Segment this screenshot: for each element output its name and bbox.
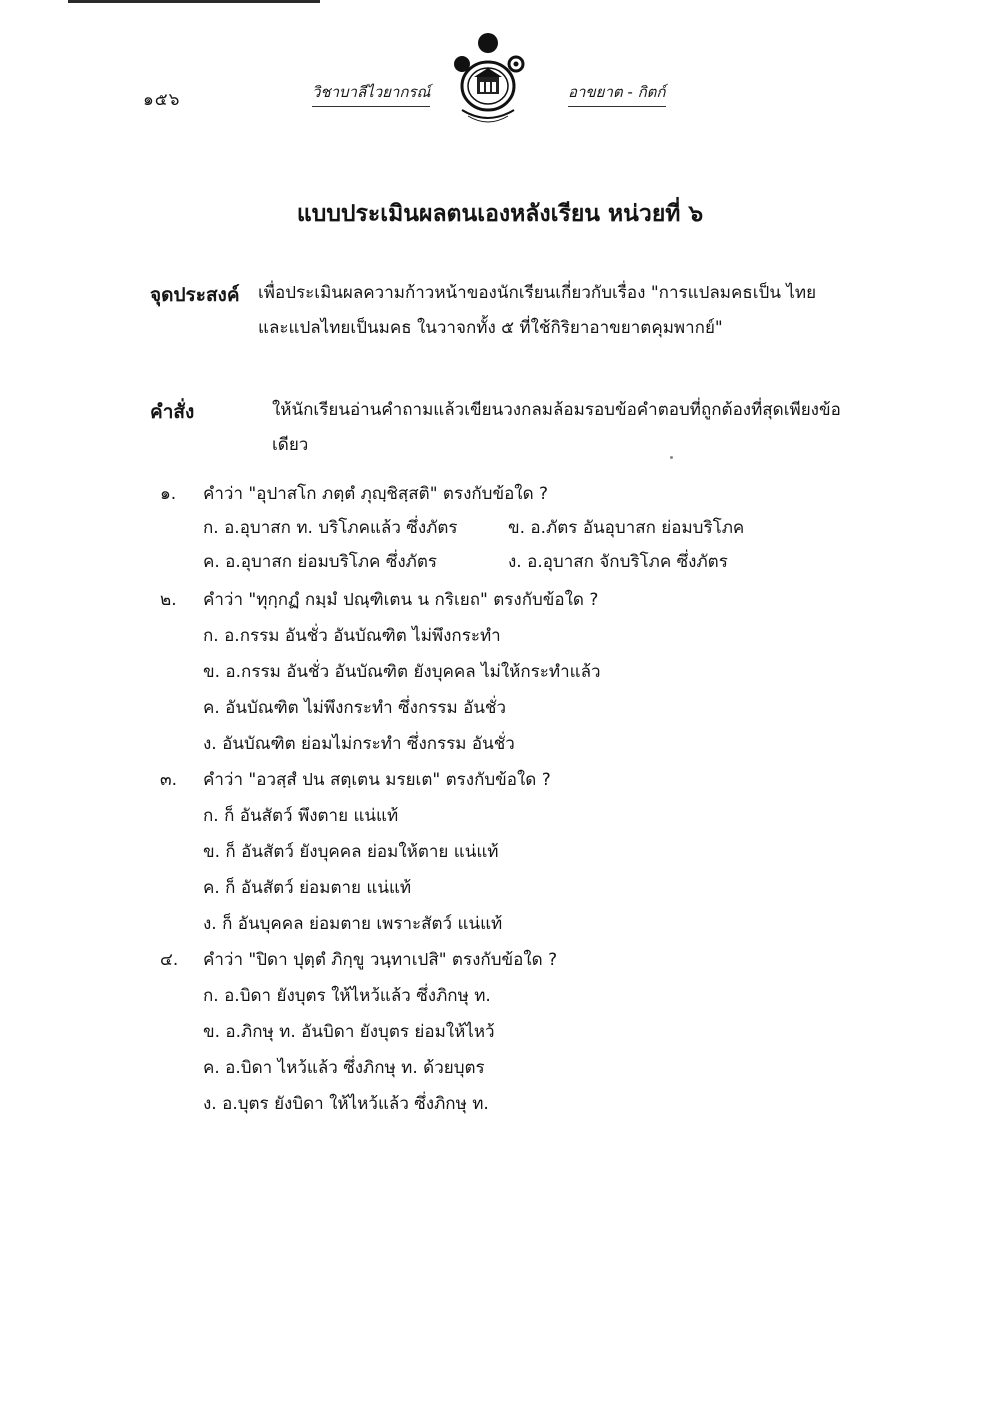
- question-3-option-c: ค. ก็ อันสัตว์ ย่อมตาย แน่แท้: [203, 878, 412, 898]
- question-2-option-d: ง. อันบัณฑิต ย่อมไม่กระทำ ซึ่งกรรม อันชั่ว: [203, 734, 515, 754]
- question-1-option-b: ข. อ.ภัตร อันอุบาสก ย่อมบริโภค: [508, 518, 745, 538]
- question-4-option-a: ก. อ.บิดา ยังบุตร ให้ไหว้แล้ว ซึ่งภิกษุ ท.: [203, 986, 491, 1006]
- question-2-number: ๒.: [160, 590, 177, 610]
- question-1-number: ๑.: [160, 484, 177, 504]
- instruction-text: ให้นักเรียนอ่านคำถามแล้วเขียนวงกลมล้อมรอบข้อคำตอบที่ถูกต้องที่สุดเพียงข้อเดียว: [272, 400, 841, 455]
- question-4-number: ๔.: [160, 950, 179, 970]
- objective-label: จุดประสงค์: [150, 284, 240, 306]
- question-1-text: คำว่า "อุปาสโก ภตฺตํ ภุญฺชิสฺสติ" ตรงกับข้อใด ?: [203, 484, 549, 504]
- question-4-option-d: ง. อ.บุตร ยังบิดา ให้ไหว้แล้ว ซึ่งภิกษุ ท.: [203, 1094, 489, 1114]
- top-rule: [68, 0, 320, 3]
- question-1-option-a: ก. อ.อุบาสก ท. บริโภคแล้ว ซึ่งภัตร: [203, 518, 458, 538]
- instruction-label: คำสั่ง: [150, 401, 195, 423]
- question-3-text: คำว่า "อวสฺสํ ปน สตฺเตน มรยเต" ตรงกับข้อใด ?: [203, 770, 551, 790]
- question-3-number: ๓.: [160, 770, 178, 790]
- header-topic: อาขยาต - กิตก์: [568, 80, 666, 107]
- question-1-option-c: ค. อ.อุบาสก ย่อมบริโภค ซึ่งภัตร: [203, 552, 438, 572]
- question-3-option-d: ง. ก็ อันบุคคล ย่อมตาย เพราะสัตว์ แน่แท้: [203, 914, 503, 934]
- question-4-option-b: ข. อ.ภิกษุ ท. อันบิดา ยังบุตร ย่อมให้ไหว้: [203, 1022, 495, 1042]
- question-2-option-c: ค. อันบัณฑิต ไม่พึงกระทำ ซึ่งกรรม อันชั่ว: [203, 698, 507, 718]
- question-2-option-b: ข. อ.กรรม อันชั่ว อันบัณฑิต ยังบุคคล ไม่ให้กระทำแล้ว: [203, 662, 601, 682]
- question-1-option-d: ง. อ.อุบาสก จักบริโภค ซึ่งภัตร: [508, 552, 728, 572]
- question-3-option-a: ก. ก็ อันสัตว์ พึงตาย แน่แท้: [203, 806, 399, 826]
- emblem-icon: [440, 30, 536, 130]
- objective-text: เพื่อประเมินผลความก้าวหน้าของนักเรียนเกี่ยวกับเรื่อง "การแปลมคธเป็น ไทยและแปลไทยเป็นมคธ ในวาจกทั้ง ๕ ที่ใช้กิริยาอาขยาตคุมพากย์": [258, 283, 817, 338]
- question-2-option-a: ก. อ.กรรม อันชั่ว อันบัณฑิต ไม่พึงกระทำ: [203, 626, 501, 646]
- question-4-text: คำว่า "ปิดา ปุตฺตํ ภิกฺขู วนฺทาเปสิ" ตรงกับข้อใด ?: [203, 950, 558, 970]
- question-2-text: คำว่า "ทุกฺกฏํ กมฺมํ ปณฺฑิเตน น กริเยถ" ตรงกับข้อใด ?: [203, 590, 599, 610]
- speck: [670, 456, 673, 459]
- question-3-option-b: ข. ก็ อันสัตว์ ยังบุคคล ย่อมให้ตาย แน่แท้: [203, 842, 499, 862]
- page-number: ๑๕๖: [143, 90, 181, 110]
- header-course-name: วิชาบาลีไวยากรณ์: [312, 80, 430, 107]
- page-title: แบบประเมินผลตนเองหลังเรียน หน่วยที่ ๖: [296, 201, 704, 227]
- question-4-option-c: ค. อ.บิดา ไหว้แล้ว ซึ่งภิกษุ ท. ด้วยบุตร: [203, 1058, 485, 1078]
